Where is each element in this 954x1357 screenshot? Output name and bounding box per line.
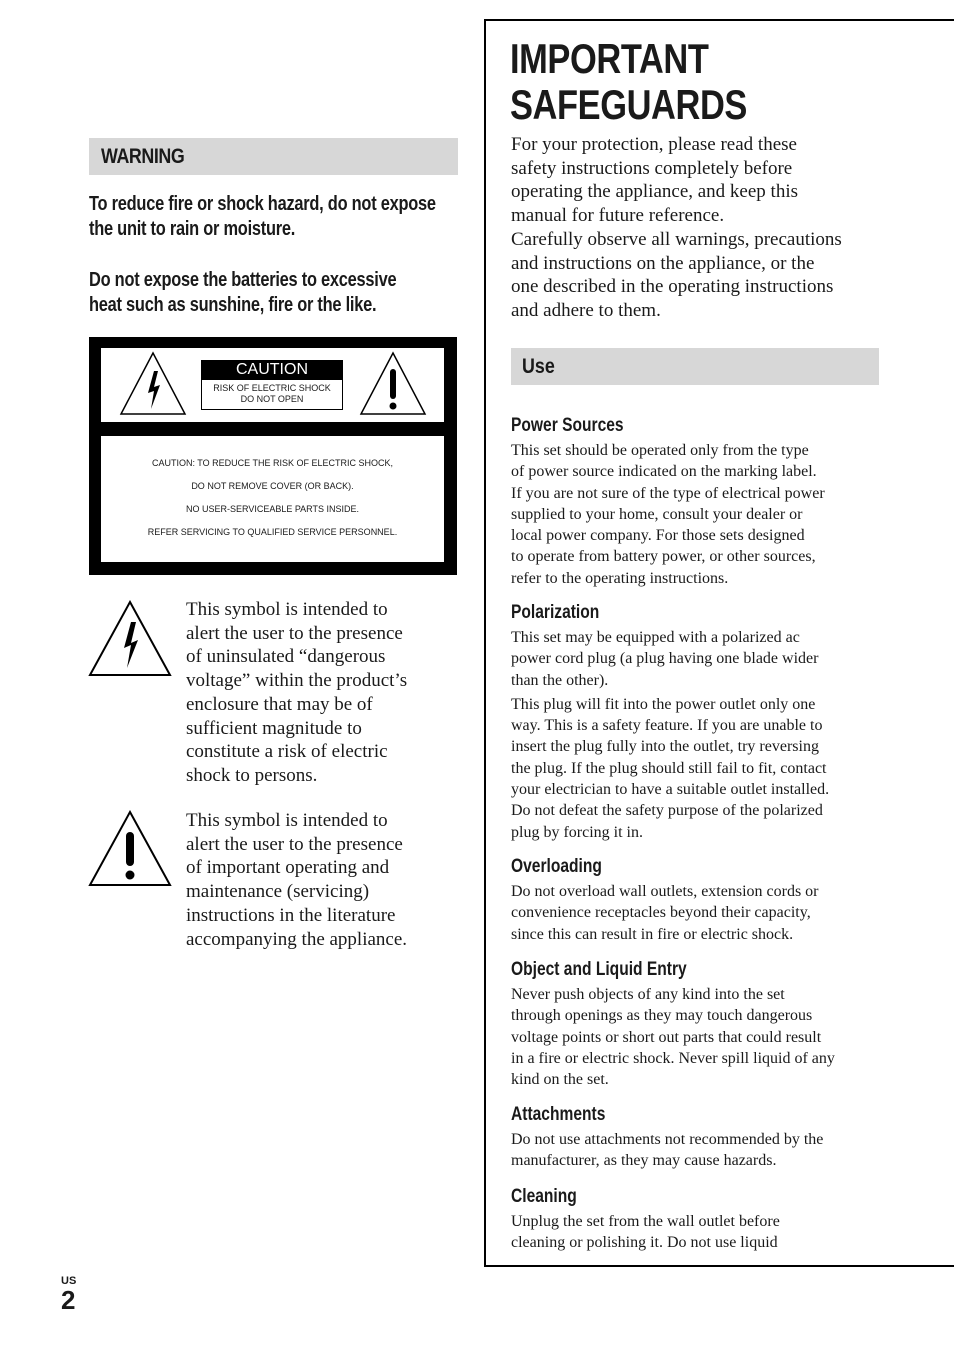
caution-notice-line: DO NOT REMOVE COVER (OR BACK). xyxy=(191,481,354,491)
exclamation-symbol-description: This symbol is intended to alert the user to the presence of important operating and maintenance (servicing) instructions in the literature accompanying the appliance. xyxy=(186,810,408,950)
warning-text-batteries: Do not expose the batteries to excessive heat such as sunshine, fire or the like. xyxy=(89,269,397,316)
use-heading-bar xyxy=(511,348,879,385)
section-title: Polarization xyxy=(511,602,600,623)
section-title: Object and Liquid Entry xyxy=(511,959,687,980)
section-title: Cleaning xyxy=(511,1186,577,1207)
lightning-warning-icon xyxy=(118,349,188,417)
page-title: IMPORTANT SAFEGUARDS xyxy=(510,35,748,128)
column-divider xyxy=(484,19,486,1267)
page-region-label: US xyxy=(61,1275,77,1287)
warning-text-rain: To reduce fire or shock hazard, do not expose the unit to rain or moisture. xyxy=(89,193,436,240)
lightning-symbol-icon xyxy=(88,600,172,678)
use-heading: Use xyxy=(522,354,555,378)
top-rule xyxy=(484,19,954,21)
caution-notice-line: NO USER-SERVICEABLE PARTS INSIDE. xyxy=(185,504,360,514)
exclamation-warning-icon xyxy=(358,349,428,417)
caution-subtext: RISK OF ELECTRIC SHOCK DO NOT OPEN xyxy=(201,380,343,410)
section-title: Attachments xyxy=(511,1104,606,1125)
caution-caption xyxy=(201,360,343,410)
lightning-symbol-description: This symbol is intended to alert the user to the presence of uninsulated “dangerous voltage” within the product’s enclosure that may be of sufficient magnitude to constitute a risk of electric shock to persons. xyxy=(186,599,408,786)
section-power-sources: Power Sources This set should be operated only from the type of power source indicated on the marking label. If you are not sure of the type of electrical power supplied to your home, consult your dealer or local power company. For those sets designed to operate from battery power, or other sources, refer to the operating instructions. xyxy=(511,414,881,589)
section-overloading: Overloading Do not overload wall outlets, extension cords or convenience receptacles beyond their capacity, since this can result in fire or electric shock. xyxy=(511,855,881,945)
caution-label xyxy=(89,337,457,575)
caution-title: CAUTION xyxy=(201,360,343,380)
section-object-liquid-entry: Object and Liquid Entry Never push objects of any kind into the set through openings as they may touch dangerous voltage points or short out parts that could result in a fire or electric shock. Never spill liquid of any kind on the set. xyxy=(511,958,881,1090)
bottom-rule xyxy=(484,1265,954,1267)
exclamation-symbol-icon xyxy=(88,810,172,888)
caution-notice-line: CAUTION: TO REDUCE THE RISK OF ELECTRIC SHOCK, xyxy=(151,458,394,468)
section-cleaning: Cleaning Unplug the set from the wall outlet before cleaning or polishing it. Do not use liquid xyxy=(511,1185,881,1254)
intro-text: For your protection, please read these safety instructions completely before operating the appliance, and keep this manual for future reference. Carefully observe all warnings, precautions and instructions on the appliance, or the one described in the operating instructions and adhere to them. xyxy=(511,134,842,321)
section-polarization: Polarization This set may be equipped with a polarized ac power cord plug (a plug having one blade wider than the other). This plug will fit into the power outlet only one way. This is a safety feature. If you are unable to insert the plug fully into the outlet, try reversing the plug. If the plug should still fail to fit, contact your electrician to have a suitable outlet installed. Do not defeat the safety purpose of the polarized plug by forcing it in. xyxy=(511,601,881,843)
caution-notice-line: REFER SERVICING TO QUALIFIED SERVICE PERSONNEL. xyxy=(147,527,398,537)
caution-label-top xyxy=(101,348,444,422)
warning-heading-bar xyxy=(89,138,458,175)
section-title: Overloading xyxy=(511,856,602,877)
warning-heading: WARNING xyxy=(101,144,185,168)
section-attachments: Attachments Do not use attachments not recommended by the manufacturer, as they may cause hazards. xyxy=(511,1103,881,1172)
page-number: 2 xyxy=(61,1285,76,1315)
section-title: Power Sources xyxy=(511,415,624,436)
caution-notice xyxy=(101,436,444,562)
